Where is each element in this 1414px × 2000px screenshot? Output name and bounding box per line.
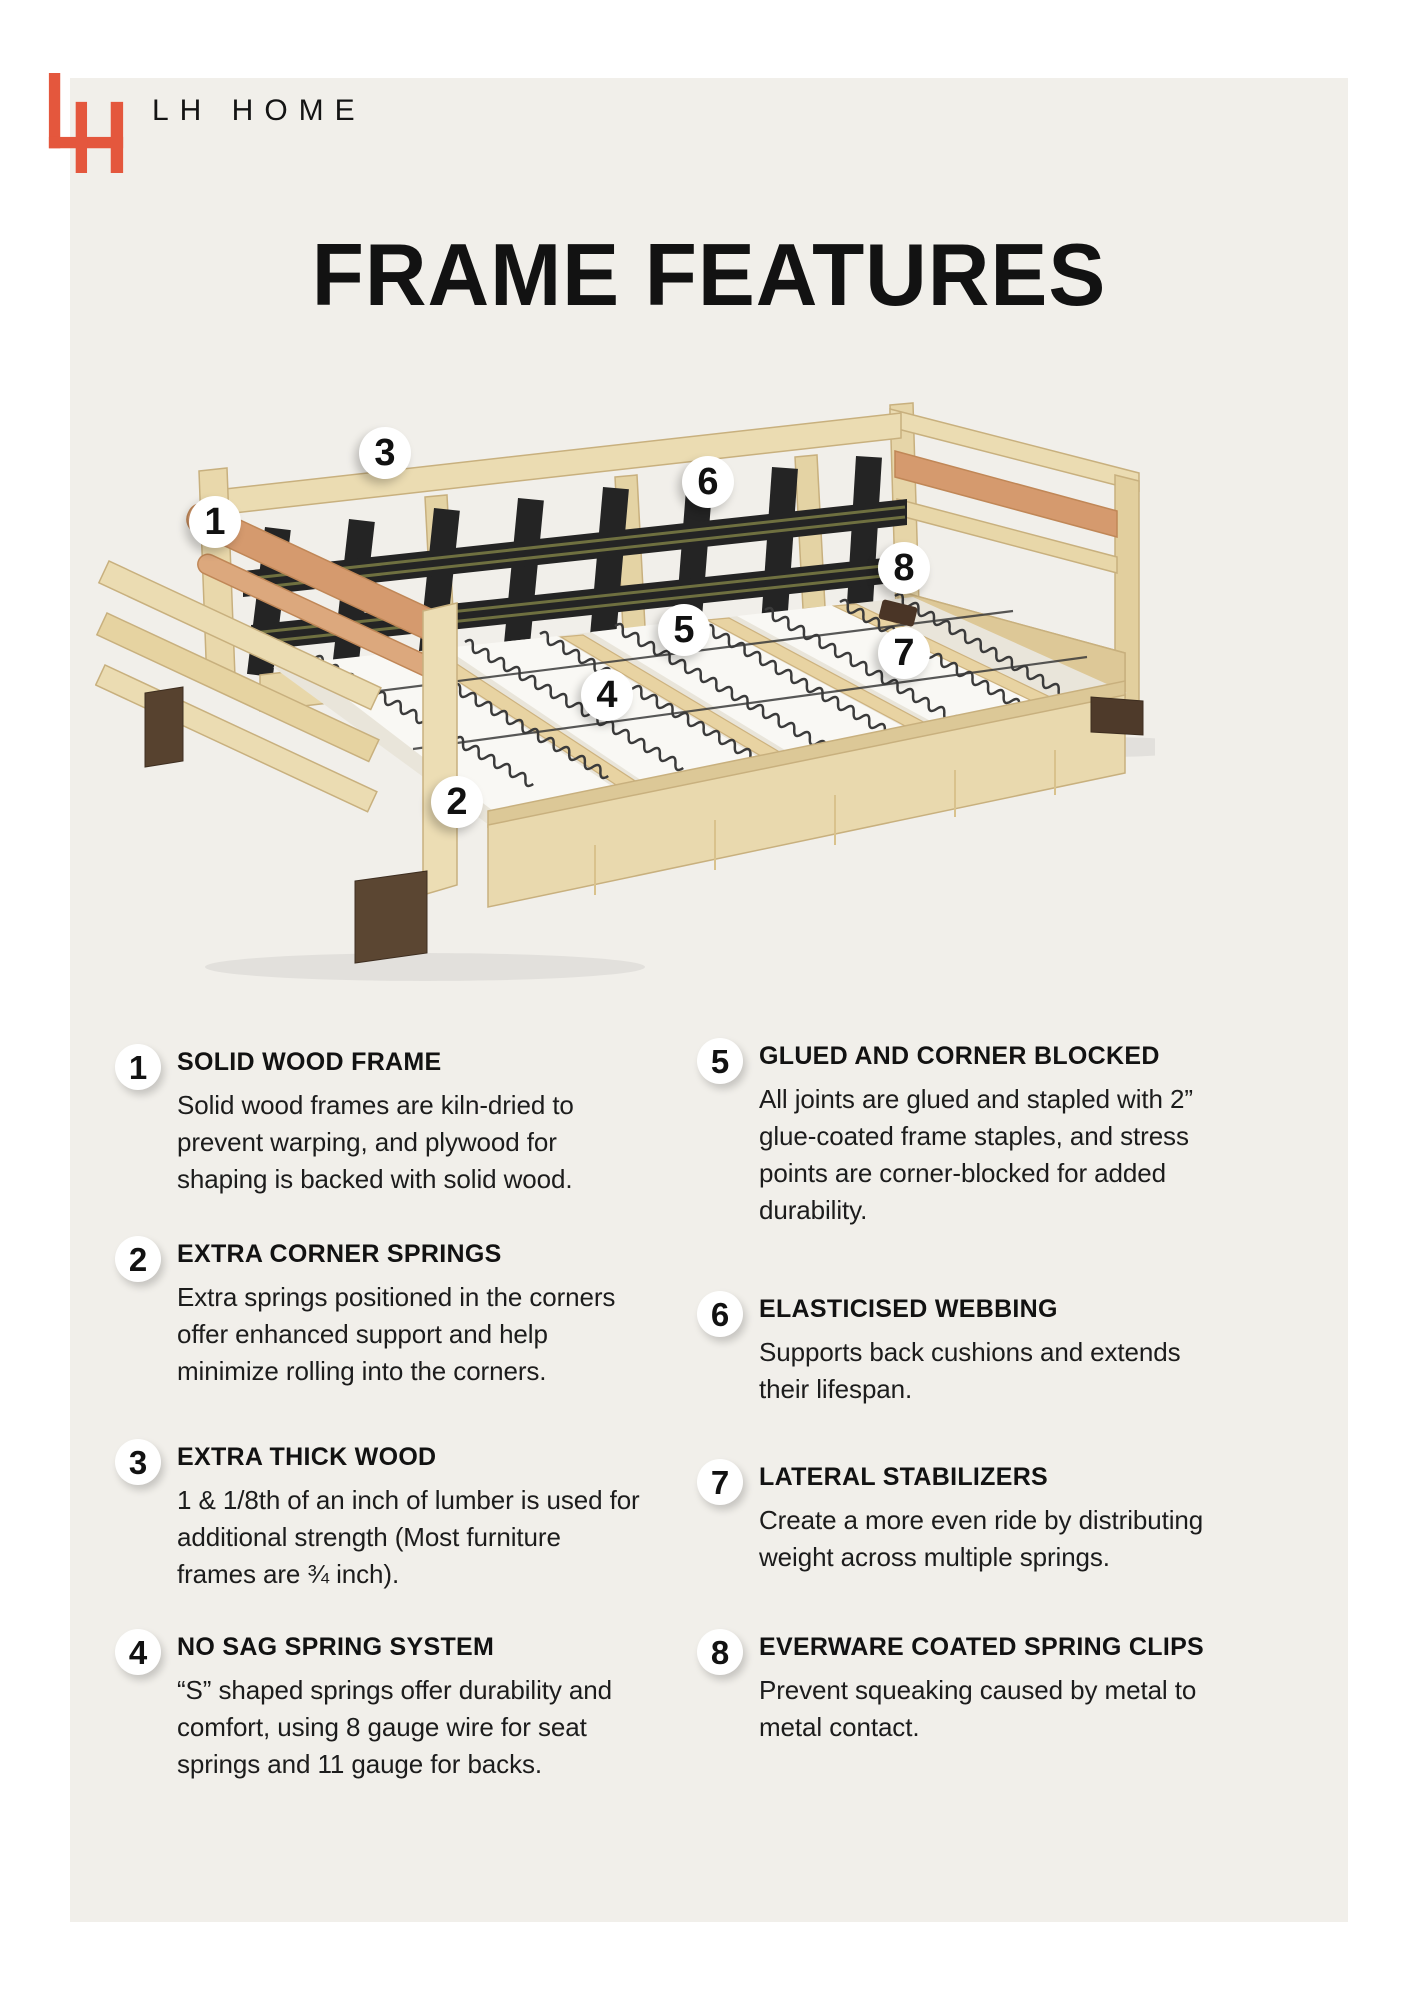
feature-item-7: [697, 1463, 1287, 1576]
feature-item-6: [697, 1295, 1287, 1408]
feature-description-7: Create a more even ride by distributing weight across multiple springs.: [759, 1505, 1204, 1572]
feature-description-2: Extra springs positioned in the corners offer enhanced support and help minimize rolling into the corners.: [177, 1282, 616, 1386]
feature-description-4: “S” shaped springs offer durability and comfort, using 8 gauge wire for seat springs and 11 gauge for backs.: [177, 1675, 612, 1779]
callout-2: 2: [431, 776, 483, 828]
feature-number-6: 6: [697, 1291, 743, 1337]
feature-number-1: 1: [115, 1044, 161, 1090]
feature-title-8: EVERWARE COATED SPRING CLIPS: [759, 1633, 1205, 1661]
feature-number-5: 5: [697, 1038, 743, 1084]
callout-6: 6: [682, 456, 734, 508]
feature-item-5: [697, 1042, 1287, 1229]
feature-item-1: [115, 1048, 705, 1198]
feature-title-5: GLUED AND CORNER BLOCKED: [759, 1042, 1160, 1070]
page-title: FRAME FEATURES: [311, 225, 1107, 324]
feature-description-1: Solid wood frames are kiln-dried to prevent warping, and plywood for shaping is backed with solid wood.: [177, 1090, 574, 1194]
feature-description-6: Supports back cushions and extends their lifespan.: [759, 1337, 1181, 1404]
callout-1: 1: [189, 496, 241, 548]
feature-item-3: [115, 1443, 705, 1593]
feature-number-3: 3: [115, 1439, 161, 1485]
callout-5: 5: [658, 604, 710, 656]
frame-illustration-stage: [95, 305, 1155, 995]
feature-title-3: EXTRA THICK WOOD: [177, 1443, 437, 1471]
callout-8: 8: [878, 542, 930, 594]
feature-title-6: ELASTICISED WEBBING: [759, 1295, 1058, 1323]
brand-name: LH HOME: [152, 94, 366, 127]
feature-title-1: SOLID WOOD FRAME: [177, 1048, 442, 1076]
callout-4: 4: [581, 669, 633, 721]
feature-description-5: All joints are glued and stapled with 2” glue-coated frame staples, and stress points are corner-blocked for added durability.: [759, 1084, 1193, 1225]
feature-description-3: 1 & 1/8th of an inch of lumber is used for additional strength (Most furniture frames are ¾ inch).: [177, 1485, 640, 1589]
feature-number-2: 2: [115, 1236, 161, 1282]
feature-number-8: 8: [697, 1629, 743, 1675]
feature-item-4: [115, 1633, 705, 1783]
feature-title-2: EXTRA CORNER SPRINGS: [177, 1240, 502, 1268]
callout-3: 3: [359, 427, 411, 479]
feature-number-4: 4: [115, 1629, 161, 1675]
feature-item-2: [115, 1240, 705, 1390]
callout-7: 7: [878, 627, 930, 679]
feature-item-8: [697, 1633, 1287, 1746]
sofa-frame-illustration: [95, 305, 1155, 995]
feature-title-4: NO SAG SPRING SYSTEM: [177, 1633, 495, 1661]
feature-number-7: 7: [697, 1459, 743, 1505]
lh-monogram-icon: [48, 73, 124, 173]
feature-title-7: LATERAL STABILIZERS: [759, 1463, 1049, 1491]
feature-description-8: Prevent squeaking caused by metal to metal contact.: [759, 1675, 1197, 1742]
